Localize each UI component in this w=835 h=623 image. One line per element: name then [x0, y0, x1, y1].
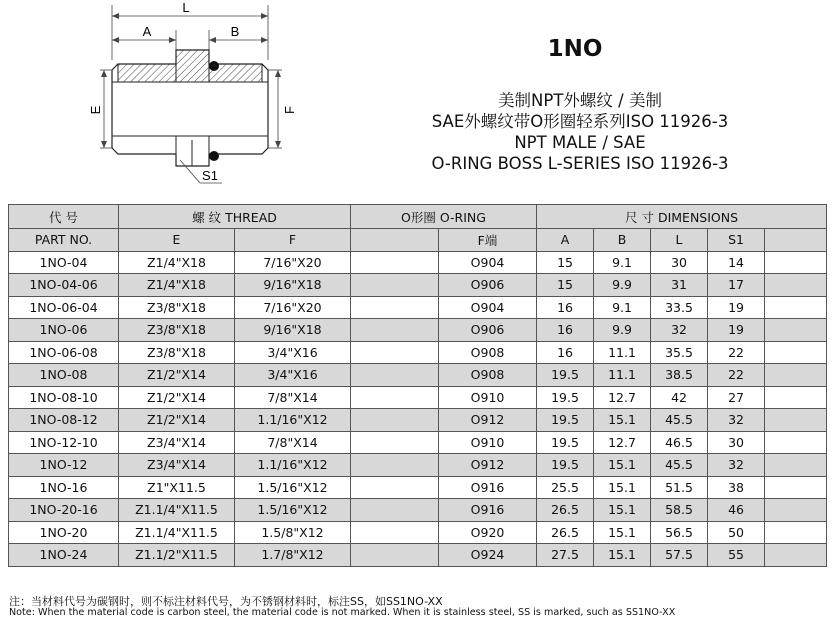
cell-dim-s1: 19	[708, 296, 765, 319]
cell-dim-a: 16	[537, 319, 594, 342]
cell-dim-b: 12.7	[594, 386, 651, 409]
cell-dim-l: 32	[651, 319, 708, 342]
cell-thread-e: Z3/4"X14	[119, 431, 235, 454]
header-e: E	[119, 229, 235, 252]
cell-thread-f: 1.1/16"X12	[235, 454, 351, 477]
cell-extra	[765, 251, 827, 274]
cell-dim-s1: 17	[708, 274, 765, 297]
table-row	[9, 544, 827, 567]
table-row	[9, 319, 827, 342]
cell-part-no: 1NO-04	[9, 251, 119, 274]
cell-oring-f-end: O916	[439, 499, 537, 522]
cell-extra	[765, 521, 827, 544]
cell-part-no: 1NO-20	[9, 521, 119, 544]
cell-thread-e: Z1/2"X14	[119, 409, 235, 432]
dimension-b	[209, 24, 268, 58]
table-header-row-2	[9, 229, 827, 252]
cell-thread-e: Z1/2"X14	[119, 386, 235, 409]
cell-dim-a: 19.5	[537, 454, 594, 477]
cell-blank	[351, 296, 439, 319]
cell-dim-a: 16	[537, 296, 594, 319]
cell-dim-a: 26.5	[537, 521, 594, 544]
cell-thread-f: 1.7/8"X12	[235, 544, 351, 567]
cell-dim-a: 19.5	[537, 431, 594, 454]
cell-dim-s1: 46	[708, 499, 765, 522]
cell-blank	[351, 251, 439, 274]
dimension-a	[112, 24, 176, 50]
header-part-no: PART NO.	[9, 229, 119, 252]
o-ring-top-icon	[209, 61, 219, 71]
table-row	[9, 274, 827, 297]
cell-extra	[765, 386, 827, 409]
cell-extra	[765, 409, 827, 432]
cell-thread-e: Z1.1/4"X11.5	[119, 499, 235, 522]
cell-blank	[351, 476, 439, 499]
cell-dim-a: 16	[537, 341, 594, 364]
cell-dim-s1: 55	[708, 544, 765, 567]
cell-dim-a: 27.5	[537, 544, 594, 567]
cell-dim-l: 30	[651, 251, 708, 274]
cell-dim-b: 12.7	[594, 431, 651, 454]
description-line-4: O-RING BOSS L-SERIES ISO 11926-3	[431, 154, 729, 173]
cell-thread-e: Z3/8"X18	[119, 296, 235, 319]
cell-oring-f-end: O904	[439, 251, 537, 274]
header-l: L	[651, 229, 708, 252]
cell-blank	[351, 386, 439, 409]
cell-extra	[765, 544, 827, 567]
cell-blank	[351, 274, 439, 297]
cell-dim-l: 38.5	[651, 364, 708, 387]
cell-extra	[765, 454, 827, 477]
cell-dim-b: 11.1	[594, 364, 651, 387]
cell-extra	[765, 499, 827, 522]
cell-thread-e: Z1.1/4"X11.5	[119, 521, 235, 544]
cell-part-no: 1NO-06-08	[9, 341, 119, 364]
cell-thread-f: 3/4"X16	[235, 364, 351, 387]
cell-thread-e: Z3/8"X18	[119, 341, 235, 364]
cell-oring-f-end: O908	[439, 341, 537, 364]
table-row	[9, 251, 827, 274]
cell-thread-f: 7/8"X14	[235, 431, 351, 454]
cell-thread-f: 1.5/8"X12	[235, 521, 351, 544]
table-row	[9, 364, 827, 387]
cell-dim-b: 9.1	[594, 296, 651, 319]
table-row	[9, 409, 827, 432]
cell-blank	[351, 499, 439, 522]
cell-part-no: 1NO-08-10	[9, 386, 119, 409]
cell-dim-s1: 14	[708, 251, 765, 274]
cell-dim-s1: 50	[708, 521, 765, 544]
cell-part-no: 1NO-24	[9, 544, 119, 567]
header-code: 代 号	[9, 205, 119, 229]
cell-dim-a: 15	[537, 251, 594, 274]
cell-oring-f-end: O916	[439, 476, 537, 499]
dim-label-f: F	[282, 106, 297, 114]
cell-dim-s1: 19	[708, 319, 765, 342]
cell-oring-f-end: O910	[439, 386, 537, 409]
note-cn: 注：当材料代号为碳钢时，则不标注材料代号，为不锈钢材料时，标注SS，如SS1NO-XX	[9, 595, 443, 608]
cell-dim-l: 31	[651, 274, 708, 297]
description-line-1: 美制NPT外螺纹 / 美制	[498, 91, 662, 110]
table-row	[9, 476, 827, 499]
cell-dim-b: 15.1	[594, 454, 651, 477]
cell-dim-s1: 38	[708, 476, 765, 499]
header-b: B	[594, 229, 651, 252]
cell-part-no: 1NO-08	[9, 364, 119, 387]
cell-extra	[765, 341, 827, 364]
dim-label-l: L	[182, 0, 190, 15]
header-f-end: F端	[439, 229, 537, 252]
dimension-e	[88, 70, 112, 148]
header-s1: S1	[708, 229, 765, 252]
cell-thread-f: 1.1/16"X12	[235, 409, 351, 432]
description-line-2: SAE外螺纹带O形圈轻系列ISO 11926-3	[431, 112, 729, 131]
cell-dim-a: 15	[537, 274, 594, 297]
part-title: 1NO	[547, 36, 603, 62]
dimension-f	[268, 70, 297, 148]
table-row	[9, 386, 827, 409]
cell-thread-f: 3/4"X16	[235, 341, 351, 364]
header-blank	[351, 229, 439, 252]
cell-dim-a: 19.5	[537, 364, 594, 387]
cell-oring-f-end: O924	[439, 544, 537, 567]
note-en: Note: When the material code is carbon steel, the material code is not marked. When it is stainless steel, SS is marked, such as SS1NO-XX	[9, 607, 676, 618]
cell-dim-s1: 30	[708, 431, 765, 454]
cell-part-no: 1NO-06	[9, 319, 119, 342]
cell-dim-a: 19.5	[537, 409, 594, 432]
cell-part-no: 1NO-12	[9, 454, 119, 477]
cell-dim-l: 45.5	[651, 409, 708, 432]
cell-thread-f: 9/16"X18	[235, 274, 351, 297]
cell-part-no: 1NO-16	[9, 476, 119, 499]
cell-thread-f: 9/16"X18	[235, 319, 351, 342]
cell-blank	[351, 364, 439, 387]
cell-blank	[351, 431, 439, 454]
cell-dim-b: 11.1	[594, 341, 651, 364]
cell-oring-f-end: O908	[439, 364, 537, 387]
cell-blank	[351, 409, 439, 432]
cell-blank	[351, 341, 439, 364]
cell-dim-l: 57.5	[651, 544, 708, 567]
cell-thread-f: 7/8"X14	[235, 386, 351, 409]
cell-dim-b: 15.1	[594, 409, 651, 432]
cell-part-no: 1NO-20-16	[9, 499, 119, 522]
header-a: A	[537, 229, 594, 252]
cell-dim-s1: 22	[708, 364, 765, 387]
table-row	[9, 341, 827, 364]
cell-dim-l: 35.5	[651, 341, 708, 364]
cell-part-no: 1NO-06-04	[9, 296, 119, 319]
cell-extra	[765, 274, 827, 297]
cell-blank	[351, 319, 439, 342]
cell-oring-f-end: O910	[439, 431, 537, 454]
cell-extra	[765, 476, 827, 499]
table-row	[9, 499, 827, 522]
cell-dim-b: 9.9	[594, 319, 651, 342]
cell-oring-f-end: O912	[439, 454, 537, 477]
table-row	[9, 431, 827, 454]
spec-table	[8, 204, 827, 567]
cell-thread-f: 7/16"X20	[235, 251, 351, 274]
cell-oring-f-end: O904	[439, 296, 537, 319]
part-description	[380, 90, 780, 174]
cell-dim-b: 9.1	[594, 251, 651, 274]
cell-extra	[765, 296, 827, 319]
cell-blank	[351, 521, 439, 544]
cell-dim-l: 46.5	[651, 431, 708, 454]
cell-dim-a: 19.5	[537, 386, 594, 409]
cell-dim-l: 51.5	[651, 476, 708, 499]
cell-dim-s1: 22	[708, 341, 765, 364]
cell-dim-l: 58.5	[651, 499, 708, 522]
cell-part-no: 1NO-12-10	[9, 431, 119, 454]
table-row	[9, 296, 827, 319]
cell-thread-e: Z1/4"X18	[119, 251, 235, 274]
cell-dim-a: 26.5	[537, 499, 594, 522]
table-header-row-1	[9, 205, 827, 229]
cell-dim-s1: 32	[708, 454, 765, 477]
dim-label-a: A	[142, 24, 152, 39]
cell-thread-f: 7/16"X20	[235, 296, 351, 319]
cell-extra	[765, 364, 827, 387]
cell-thread-f: 1.5/16"X12	[235, 476, 351, 499]
cell-part-no: 1NO-04-06	[9, 274, 119, 297]
table-row	[9, 521, 827, 544]
dim-label-b: B	[230, 24, 240, 39]
cell-blank	[351, 544, 439, 567]
cell-thread-e: Z1"X11.5	[119, 476, 235, 499]
cell-thread-e: Z1.1/2"X11.5	[119, 544, 235, 567]
cell-thread-e: Z3/4"X14	[119, 454, 235, 477]
cell-oring-f-end: O920	[439, 521, 537, 544]
cell-thread-f: 1.5/16"X12	[235, 499, 351, 522]
header-f: F	[235, 229, 351, 252]
cell-thread-e: Z1/4"X18	[119, 274, 235, 297]
cell-dim-a: 25.5	[537, 476, 594, 499]
dim-label-e: E	[88, 105, 103, 115]
cell-blank	[351, 454, 439, 477]
cell-dim-b: 15.1	[594, 476, 651, 499]
header-extra	[765, 229, 827, 252]
dim-label-s1: S1	[202, 168, 218, 183]
cell-dim-s1: 27	[708, 386, 765, 409]
description-line-3: NPT MALE / SAE	[514, 133, 646, 152]
cell-dim-l: 56.5	[651, 521, 708, 544]
cell-dim-l: 42	[651, 386, 708, 409]
cell-extra	[765, 431, 827, 454]
cell-extra	[765, 319, 827, 342]
cell-oring-f-end: O906	[439, 274, 537, 297]
fitting-body	[112, 50, 268, 166]
cell-oring-f-end: O906	[439, 319, 537, 342]
cell-oring-f-end: O912	[439, 409, 537, 432]
fitting-drawing	[0, 0, 330, 200]
cell-dim-b: 15.1	[594, 521, 651, 544]
cell-dim-b: 15.1	[594, 499, 651, 522]
cell-dim-b: 15.1	[594, 544, 651, 567]
cell-part-no: 1NO-08-12	[9, 409, 119, 432]
header-thread: 螺 纹 THREAD	[119, 205, 351, 229]
o-ring-bottom-icon	[209, 151, 219, 161]
cell-dim-s1: 32	[708, 409, 765, 432]
cell-dim-b: 9.9	[594, 274, 651, 297]
cell-thread-e: Z3/8"X18	[119, 319, 235, 342]
table-row	[9, 454, 827, 477]
cell-dim-l: 45.5	[651, 454, 708, 477]
header-oring: O形圈 O-RING	[351, 205, 537, 229]
cell-thread-e: Z1/2"X14	[119, 364, 235, 387]
cell-dim-l: 33.5	[651, 296, 708, 319]
header-dimensions: 尺 寸 DIMENSIONS	[537, 205, 827, 229]
